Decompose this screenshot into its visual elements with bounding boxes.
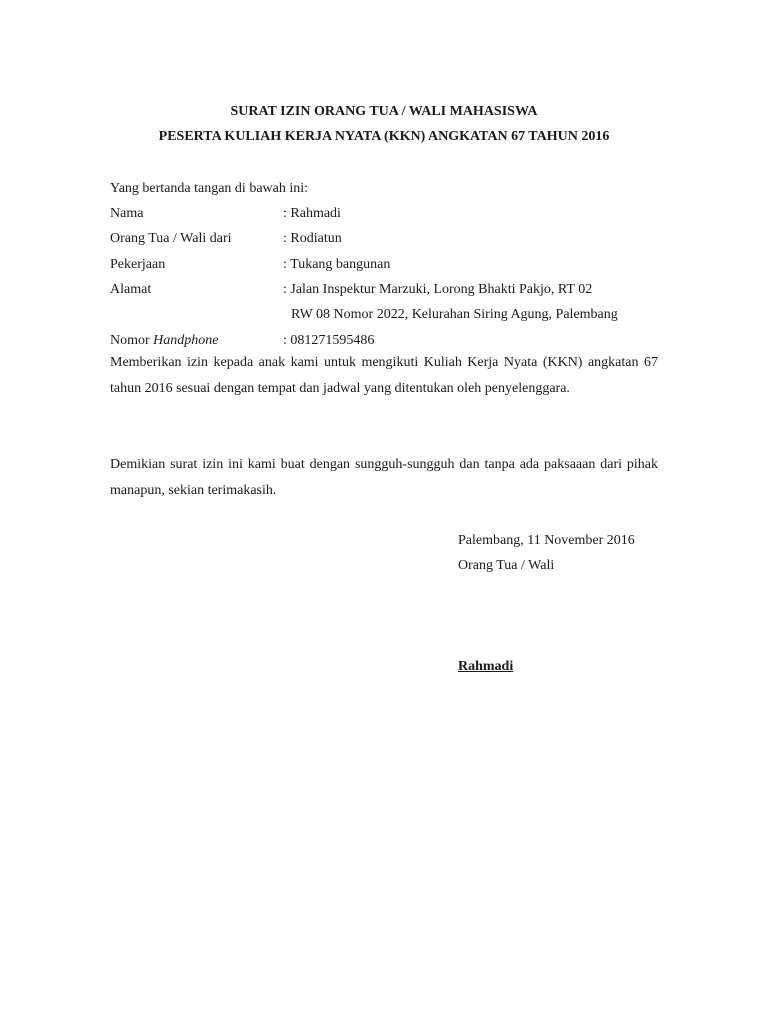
letter-title-line1: SURAT IZIN ORANG TUA / WALI MAHASISWA bbox=[230, 104, 538, 119]
body-paragraph-2: Demikian surat izin ini kami buat dengan sungguh-sungguh dan tanpa ada paksaaan dari pihak manapun, sekian terimakasih. bbox=[110, 457, 658, 498]
signature-place-date: Palembang, 11 November 2016 bbox=[458, 533, 635, 548]
field-label-wali-dari: Orang Tua / Wali dari bbox=[110, 231, 232, 246]
field-value-nama: : Rahmadi bbox=[283, 206, 341, 221]
signature-role: Orang Tua / Wali bbox=[458, 558, 555, 573]
field-value-alamat-line2: RW 08 Nomor 2022, Kelurahan Siring Agung, Palembang bbox=[291, 307, 618, 322]
field-label-handphone bbox=[110, 332, 219, 350]
field-value-wali-dari: : Rodiatun bbox=[283, 231, 342, 246]
letter-title-line2: PESERTA KULIAH KERJA NYATA (KKN) ANGKATAN 67 TAHUN 2016 bbox=[158, 129, 610, 144]
field-value-pekerjaan: : Tukang bangunan bbox=[283, 257, 391, 272]
field-value-handphone: : 081271595486 bbox=[283, 333, 375, 348]
field-label-handphone-prefix: Nomor bbox=[110, 333, 154, 348]
intro-text: Yang bertanda tangan di bawah ini: bbox=[110, 181, 309, 196]
body-paragraph-1: Memberikan izin kepada anak kami untuk mengikuti Kuliah Kerja Nyata (KKN) angkatan 67 tahun 2016 sesuai dengan tempat dan jadwal yang ditentukan oleh penyelenggara. bbox=[110, 355, 658, 396]
field-label-nama: Nama bbox=[110, 206, 144, 221]
field-value-alamat-line1: : Jalan Inspektur Marzuki, Lorong Bhakti Pakjo, RT 02 bbox=[283, 282, 593, 297]
field-label-pekerjaan: Pekerjaan bbox=[110, 257, 166, 272]
field-label-handphone-italic: Handphone bbox=[153, 333, 219, 348]
field-label-alamat: Alamat bbox=[110, 282, 152, 297]
signature-name: Rahmadi bbox=[458, 659, 514, 674]
